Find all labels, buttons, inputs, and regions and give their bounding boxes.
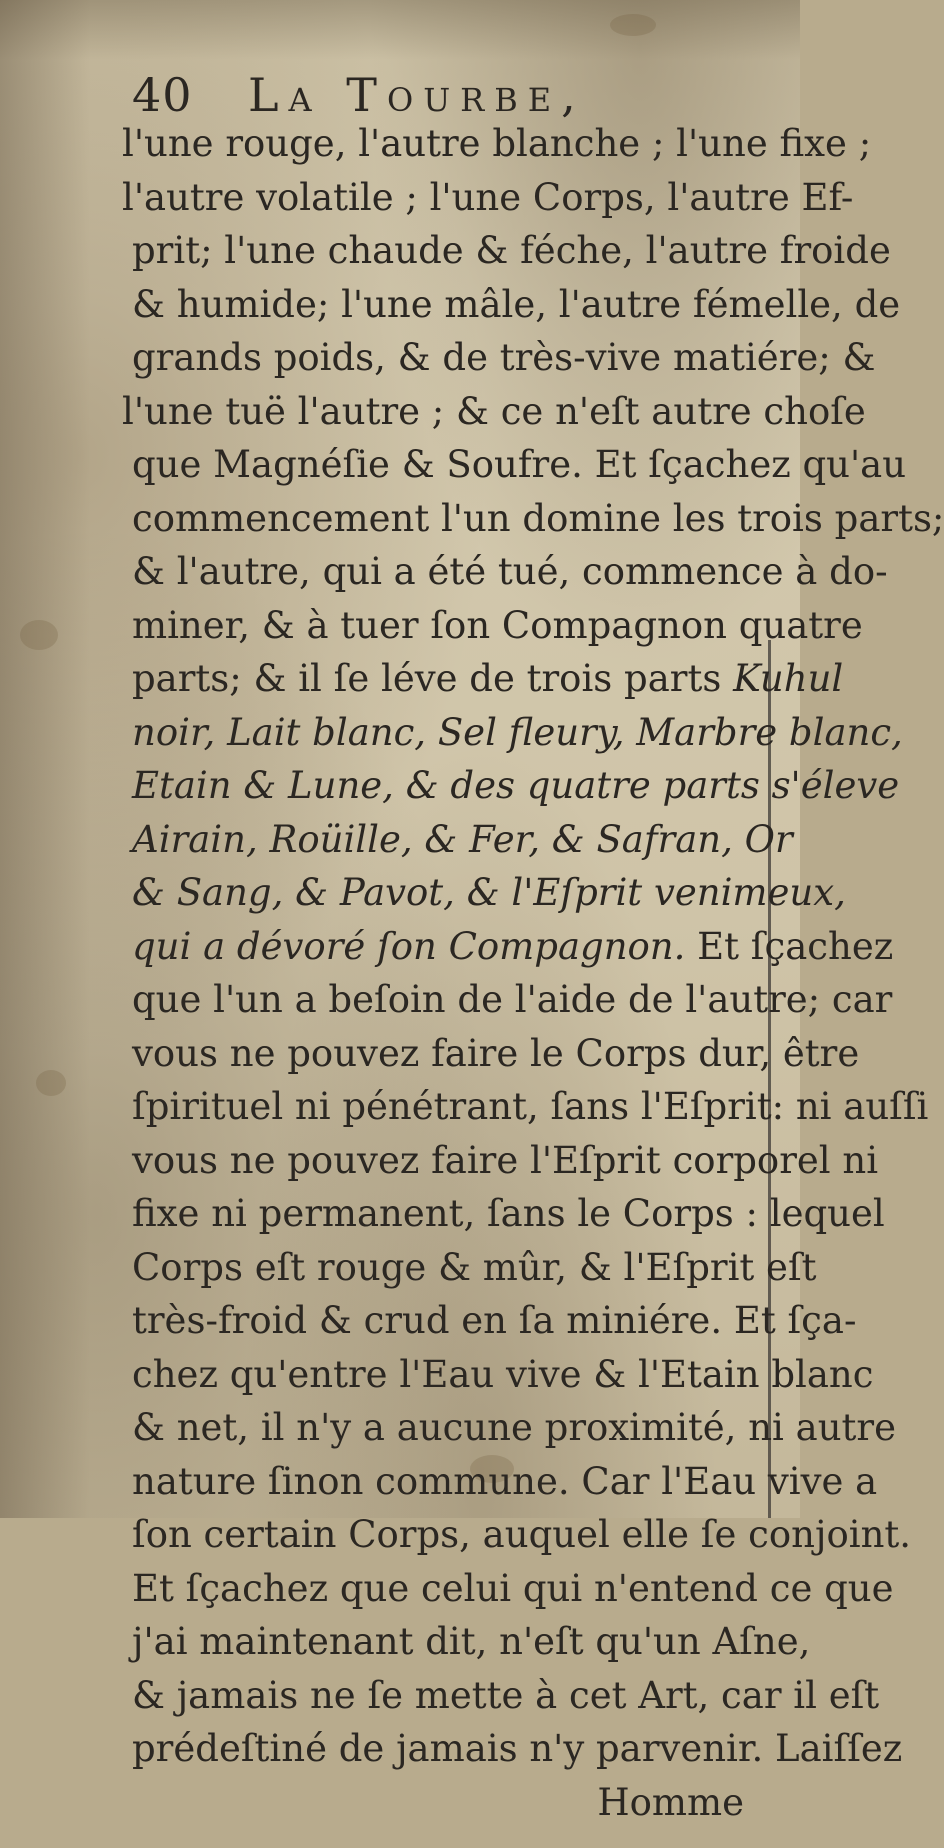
text-line: & humide; l'une mâle, l'autre fémelle, de [132, 282, 901, 326]
text-line: & Sang, & Pavot, & l'Eſprit venimeux, [132, 871, 846, 914]
text-line: l'une tuë l'autre ; & ce n'eſt autre choſe [122, 389, 866, 433]
gutter-shadow [0, 0, 90, 1518]
text-line: prédeſtiné de jamais n'y parvenir. Laiſſez [132, 1727, 903, 1770]
text-span: parts; & il ſe léve de trois parts [132, 657, 722, 700]
foxing-spot [20, 620, 58, 650]
text-span: Et ſçachez [685, 924, 894, 968]
page-top-shadow [0, 0, 800, 60]
text-line: commencement l'un domine les trois parts; [132, 496, 944, 540]
text-line: nature ſinon commune. Car l'Eau vive a [132, 1459, 878, 1503]
running-title: La Tourbe, [248, 68, 586, 122]
foxing-spot [36, 1070, 66, 1096]
text-line: que l'un a beſoin de l'aide de l'autre; car [132, 978, 893, 1021]
catchword: Homme [597, 1780, 744, 1824]
text-line: l'une rouge, l'autre blanche ; l'une fixe ; [122, 122, 872, 165]
text-line: & net, il n'y a aucune proximité, ni autre [132, 1406, 896, 1449]
text-line: & l'autre, qui a été tué, commence à do- [132, 550, 888, 593]
text-line: noir, Lait blanc, Sel fleury, Marbre blanc, [132, 710, 903, 754]
text-line-mixed [112, 920, 894, 974]
text-line: vous ne pouvez faire le Corps dur, être [132, 1031, 860, 1075]
text-line: chez qu'entre l'Eau vive & l'Etain blanc [132, 1352, 874, 1396]
body-text [112, 117, 944, 1848]
text-line: Corps eſt rouge & mûr, & l'Eſprit eſt [132, 1245, 817, 1289]
text-line: Etain & Lune, & des quatre parts s'éleve [132, 764, 900, 807]
text-line: grands poids, & de très-vive matiére; & [132, 336, 876, 379]
text-line: prit; l'une chaude & féche, l'autre froide [132, 229, 891, 272]
italic-span: qui a dévoré ſon Compagnon. [132, 924, 686, 968]
text-line: Airain, Roüille, & Fer, & Safran, Or [132, 817, 793, 861]
text-line: & jamais ne ſe mette à cet Art, car il eſt [132, 1673, 880, 1717]
text-line: miner, & à tuer ſon Compagnon quatre [132, 603, 863, 647]
text-line: Et ſçachez que celui qui n'entend ce que [132, 1566, 894, 1610]
text-line: que Magnéſie & Soufre. Et ſçachez qu'au [132, 443, 907, 486]
text-line: très-froid & crud en ſa miniére. Et ſça- [132, 1299, 857, 1342]
text-line-with-italic [112, 652, 844, 706]
text-line: j'ai maintenant dit, n'eſt qu'un Aſne, [132, 1620, 811, 1663]
text-line: fixe ni permanent, ſans le Corps : lequel [132, 1192, 885, 1235]
text-line: vous ne pouvez faire l'Eſprit corporel ni [132, 1138, 879, 1182]
text-line: ſon certain Corps, auquel elle ſe conjoint. [132, 1513, 912, 1556]
foxing-spot [610, 14, 656, 36]
italic-word: Kuhul [733, 657, 844, 700]
text-line: ſpirituel ni pénétrant, ſans l'Eſprit: ni auſſi [132, 1085, 929, 1128]
text-line: l'autre volatile ; l'une Corps, l'autre Ef- [122, 175, 854, 219]
page-number: 40 [132, 68, 193, 122]
